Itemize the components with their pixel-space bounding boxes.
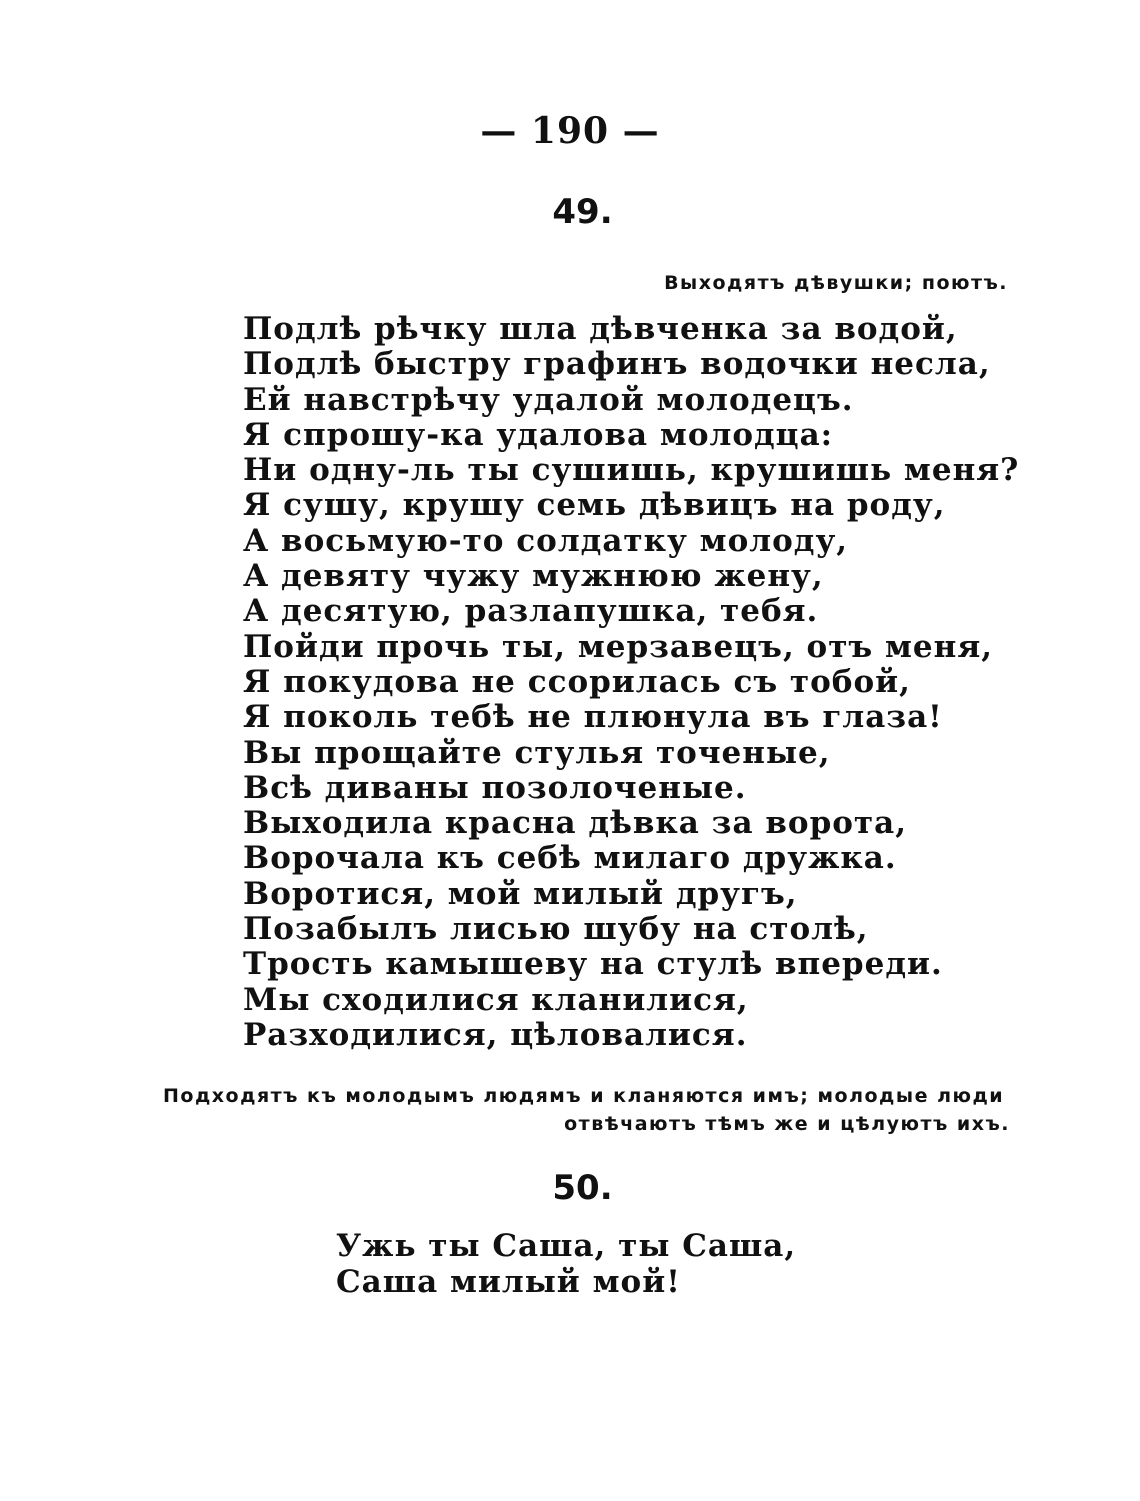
- song-50-verse: [336, 1228, 796, 1300]
- verse-line: Я спрошу-ка удалова молодца:: [243, 416, 834, 453]
- verse-line: Ворочала къ себѣ милаго дружка.: [243, 840, 897, 877]
- stage-direction-outro-line-1: Подходятъ къ молодымъ людямъ и кланяются имъ; молодые люди: [163, 1085, 1005, 1107]
- stage-direction-intro: Выходятъ дѣвушки; поютъ.: [664, 272, 1008, 294]
- verse-line: Подлѣ быстру графинъ водочки несла,: [243, 346, 991, 383]
- verse-line: Ни одну-ль ты сушишь, крушишь меня?: [243, 452, 1020, 489]
- song-49-verse: [243, 312, 1019, 1053]
- verse-line: Трость камышеву на стулѣ впереди.: [243, 946, 943, 983]
- stage-direction-outro-line-2: отвѣчаютъ тѣмъ же и цѣлуютъ ихъ.: [564, 1113, 1010, 1135]
- verse-line: Ужь ты Саша, ты Саша,: [336, 1228, 797, 1264]
- verse-line: Воротися, мой милый другъ,: [243, 875, 798, 912]
- page-number: — 190 —: [480, 110, 660, 152]
- verse-line: Вы прощайте стулья точеные,: [243, 734, 831, 771]
- verse-line: Я сушу, крушу семь дѣвицъ на роду,: [243, 487, 946, 524]
- verse-line: Ей навстрѣчу удалой молодецъ.: [243, 381, 854, 418]
- verse-line: Я поколь тебѣ не плюнула въ глаза!: [243, 699, 943, 736]
- song-50-number: 50.: [552, 1168, 613, 1208]
- verse-line: А восьмую-то солдатку молоду,: [243, 522, 849, 559]
- verse-line: Мы сходилися кланилися,: [243, 981, 749, 1018]
- verse-line: Я покудова не ссорилась съ тобой,: [243, 663, 911, 700]
- verse-line: Выходила красна дѣвка за ворота,: [243, 805, 908, 842]
- verse-line: А девяту чужу мужнюю жену,: [243, 558, 824, 595]
- verse-line: Разходилися, цѣловалися.: [243, 1016, 748, 1053]
- verse-line: Позабылъ лисью шубу на столѣ,: [243, 911, 869, 948]
- verse-line: Подлѣ рѣчку шла дѣвченка за водой,: [243, 311, 958, 347]
- song-49-number: 49.: [552, 192, 613, 232]
- verse-line: А десятую, разлапушка, тебя.: [243, 593, 819, 630]
- verse-line: Всѣ диваны позолоченые.: [243, 769, 747, 806]
- verse-line: Саша милый мой!: [336, 1264, 681, 1300]
- verse-line: Пойди прочь ты, мерзавецъ, отъ меня,: [243, 628, 994, 665]
